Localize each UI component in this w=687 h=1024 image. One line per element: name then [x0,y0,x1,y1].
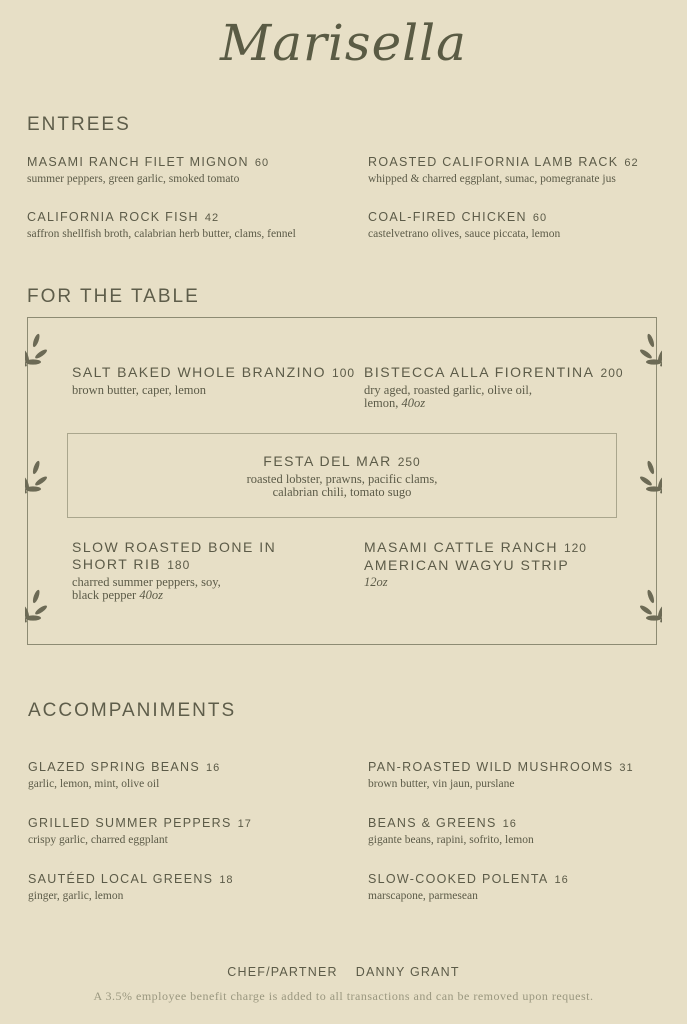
chef-credit [0,965,687,979]
menu-item [368,871,569,903]
item-description: ginger, garlic, lemon [28,890,124,902]
featured-item-box [67,433,617,518]
item-name: MASAMI CATTLE RANCH [364,539,558,555]
item-description: roasted lobster, prawns, pacific clams, calabrian chili, tomato sugo [246,472,438,499]
item-price: 100 [332,366,356,380]
item-price: 17 [237,818,252,830]
item-description: crispy garlic, charred eggplant [28,834,168,846]
item-price: 60 [254,157,270,169]
item-description: garlic, lemon, mint, olive oil [28,778,160,790]
menu-item [368,209,560,241]
section-title-for-the-table: FOR THE TABLE [27,286,200,307]
leaf-fan-icon [636,459,662,503]
section-title-accompaniments: ACCOMPANIMENTS [28,700,237,721]
item-name: SLOW-COOKED POLENTA [368,872,549,886]
service-charge-note: A 3.5% employee benefit charge is added to all transactions and can be removed upon request. [93,989,594,1003]
section-title-entrees: ENTREES [27,114,131,135]
item-price: 62 [624,157,639,169]
leaf-fan-icon [25,459,51,503]
item-name: BISTECCA ALLA FIORENTINA [364,364,595,380]
item-name: MASAMI RANCH FILET MIGNON [27,155,249,169]
item-price: 16 [554,874,569,886]
menu-item [364,364,624,410]
item-price: 200 [600,366,624,380]
item-name: AMERICAN WAGYU STRIP [364,557,570,573]
item-description: dry aged, roasted garlic, olive oil, lemon, 40oz [364,383,532,410]
item-description: castelvetrano olives, sauce piccata, lemon [368,228,561,240]
item-name: SAUTÉED LOCAL GREENS [28,872,214,886]
chef-role: CHEF/PARTNER [227,965,338,979]
item-name: GLAZED SPRING BEANS [28,760,200,774]
item-price: 31 [619,762,634,774]
leaf-fan-icon [25,332,51,376]
item-description: gigante beans, rapini, sofrito, lemon [368,834,534,846]
item-description: charred summer peppers, soy, black pepper 40oz [72,575,221,602]
menu-item [27,154,269,186]
item-description: brown butter, vin jaun, purslane [368,778,515,790]
menu-item [368,759,634,791]
menu-item [28,759,220,791]
menu-item [28,815,252,847]
item-name: GRILLED SUMMER PEPPERS [28,816,232,830]
menu-item [72,539,276,602]
menu-item [72,364,355,397]
item-name: SLOW ROASTED BONE IN [72,539,277,555]
item-description: brown butter, caper, lemon [72,383,207,397]
menu-item [368,154,639,186]
item-name: COAL-FIRED CHICKEN [368,210,527,224]
restaurant-logo: Marisella [220,14,467,72]
item-price: 120 [563,541,587,555]
menu-item [68,453,616,499]
item-price: 60 [532,212,548,224]
chef-name: DANNY GRANT [355,965,460,979]
leaf-fan-icon [636,332,662,376]
menu-item [368,815,534,847]
leaf-fan-icon [636,588,662,632]
menu-item [27,209,296,241]
item-price: 180 [167,558,191,572]
menu-item [364,539,587,589]
item-name: SALT BAKED WHOLE BRANZINO [72,364,327,380]
item-description: marscapone, parmesean [368,890,478,902]
item-price: 250 [397,455,421,469]
item-price: 16 [205,762,221,774]
menu-item [28,871,234,903]
item-name: PAN-ROASTED WILD MUSHROOMS [368,760,614,774]
item-description: 12oz [364,575,388,589]
leaf-fan-icon [25,588,51,632]
item-name: ROASTED CALIFORNIA LAMB RACK [368,155,619,169]
item-description: whipped & charred eggplant, sumac, pomegranate jus [368,173,616,185]
item-price: 16 [502,818,517,830]
item-description: summer peppers, green garlic, smoked tomato [27,173,240,185]
item-name: CALIFORNIA ROCK FISH [27,210,199,224]
item-name: BEANS & GREENS [368,816,497,830]
item-price: 18 [219,874,234,886]
item-description: saffron shellfish broth, calabrian herb butter, clams, fennel [27,228,296,240]
item-name: SHORT RIB [72,556,162,572]
item-name: FESTA DEL MAR [263,453,392,469]
item-price: 42 [204,212,220,224]
